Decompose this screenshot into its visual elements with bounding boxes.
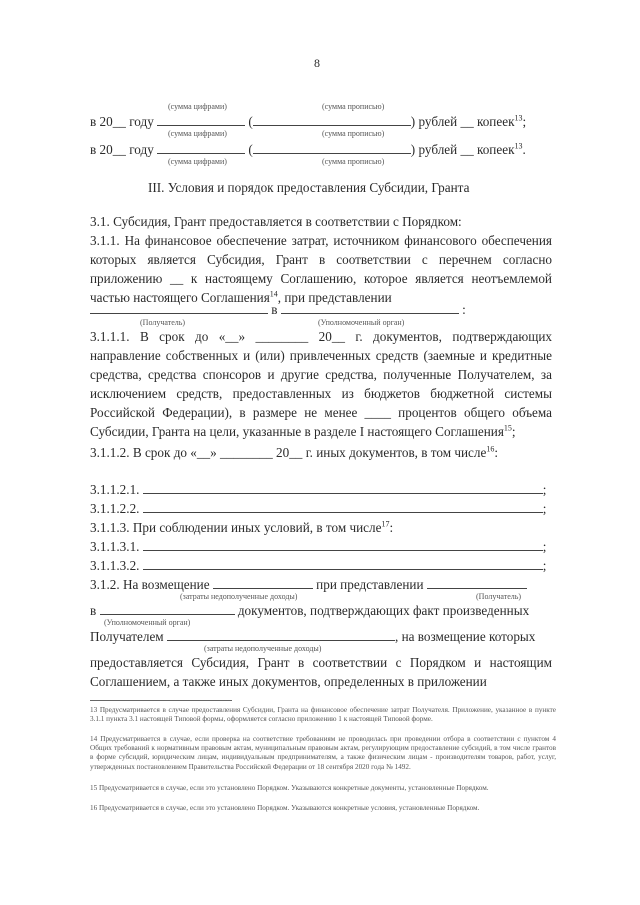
item-3-1-1-3-2: 3.1.1.3.2. ; <box>90 558 547 573</box>
item-3-1-1-2-2: 3.1.1.2.2. ; <box>90 501 547 516</box>
paragraph-3-1-2-c-rest: документов, подтверждающих факт произведенных <box>237 603 530 618</box>
footnote-13: 13 Предусматривается в случае предоставления Субсидии, Гранта на финансовое обеспечение затрат Получателя. Приложение, указанное в пункте 3.1.1 пункта 3.1 настоящей Типовой формы, оформляется согласно приложению 1 к настоящей Типовой форме. <box>90 706 556 724</box>
paragraph-3-1-1-tail: , при представлении <box>277 290 392 305</box>
paragraph-3-1-1 <box>90 231 552 307</box>
page-number: 8 <box>314 56 320 70</box>
amount-row-2-suffix: ) рублей __ копеек <box>410 142 515 157</box>
caption-sum-digits: (сумма цифрами) <box>168 157 227 166</box>
paragraph-3-1-2-d-b: , на возмещение которых <box>394 629 536 644</box>
item-number: 3.1.1.3.2. <box>90 558 140 573</box>
footnote-ref: 13 <box>514 141 523 151</box>
caption-sum-digits: (сумма цифрами) <box>168 129 227 138</box>
amount-row-2-prefix: в 20__ году <box>90 142 154 157</box>
footnote-ref: 14 <box>269 289 278 299</box>
item-3-1-1-3-1: 3.1.1.3.1. ; <box>90 539 547 554</box>
paragraph-3-1-2-a: 3.1.2. На возмещение <box>90 577 210 592</box>
amount-words-blank <box>253 140 411 154</box>
costs-blank <box>213 575 313 589</box>
recipient-blank <box>427 575 527 589</box>
caption-sum-digits: (сумма цифрами) <box>168 102 227 111</box>
recipient-line <box>90 300 466 319</box>
paragraph-3-1-1-3: 3.1.1.3. При соблюдении иных условий, в том числе$^{17}$: <box>90 519 394 535</box>
amount-digits-blank <box>157 140 245 154</box>
paragraph-3-1-2-c-v: в <box>90 603 97 618</box>
costs-blank <box>167 627 395 641</box>
item-number: 3.1.1.2.1. <box>90 482 140 497</box>
caption-recipient: (Получатель) <box>140 318 186 327</box>
paragraph-3-1-1-3-text: 3.1.1.3. При соблюдении иных условий, в том числе <box>90 520 382 535</box>
recipient-blank <box>90 300 268 314</box>
footnote-ref: 16 <box>486 444 495 454</box>
paragraph-3-1-2 <box>90 575 527 594</box>
item-blank <box>143 537 543 551</box>
amount-row-1-end: ; <box>522 114 527 129</box>
amount-row-1-prefix: в 20__ году <box>90 114 154 129</box>
footnote-15: 15 Предусматривается в случае, если это установлено Порядком. Указываются конкретные документы, установленные Порядком. <box>90 784 489 792</box>
footnote-16: 16 Предусматривается в случае, если это установлено Порядком. Указываются конкретные условия, установленные Порядком. <box>90 804 480 812</box>
paragraph-3-1-1-text: 3.1.1. На финансовое обеспечение затрат, источником финансового обеспечения которых является Субсидия, Грант в соответствии с перечнем согласно приложению __ к настоящему Соглашению, которое является неотъемлемой частью настоящего Соглашения <box>90 233 552 305</box>
amount-words-blank <box>253 112 411 126</box>
paragraph-3-1-2-d-a: Получателем <box>90 629 164 644</box>
caption-costs: (затраты недополученные доходы) <box>180 592 298 601</box>
paragraph-3-1-1-1: 3.1.1.1. В срок до «__» ________ 20__ г. документов, подтверждающих направление собственных и (или) привлеченных средств (заемные и кредитные средства, средства спонсоров и другие средства, полученные Получателем, за исключением средств, предоставленных из бюджетов бюджетной системы Российской Федерации), в размере не менее ____ процентов общего объема Субсидии, Гранта на цели, указанные в разделе I настоящего Соглашения$^{15}$; <box>90 329 552 439</box>
paragraph-3-1-1-1-text: 3.1.1.1. В срок до «__» ________ 20__ г. документов, подтверждающих направление собственных и (или) привлеченных средств (заемные и кредитные средства, средства спонсоров и другие средства, полученные Получателем, за исключением средств, предоставленных из бюджетов бюджетной системы Российской Федерации), в размере не менее ____ процентов общего объема Субсидии, Гранта на цели, указанные в разделе I настоящего Соглашения <box>90 329 552 439</box>
authorized-body-blank <box>100 601 235 615</box>
paragraph-3-1-2-b: при представлении <box>316 577 424 592</box>
amount-row-2-end: . <box>522 142 526 157</box>
caption-recipient: (Получатель) <box>476 592 522 601</box>
paragraph-3-1-1-2-text: 3.1.1.2. В срок до «__» ________ 20__ г. иных документов, в том числе <box>90 445 487 460</box>
amount-row-1 <box>90 112 526 131</box>
caption-sum-words: (сумма прописью) <box>322 102 385 111</box>
paragraph-3-1: 3.1. Субсидия, Грант предоставляется в соответствии с Порядком: <box>90 214 462 229</box>
item-blank <box>143 480 543 494</box>
footnote-separator <box>90 700 232 701</box>
caption-costs: (затраты недополученные доходы) <box>204 644 322 653</box>
item-blank <box>143 499 543 513</box>
section-heading: III. Условия и порядок предоставления Субсидии, Гранта <box>148 180 470 195</box>
footnote-ref: 13 <box>514 113 523 123</box>
footnote-14: 14 Предусматривается в случае, если проверка на соответствие требованиям не проводилась при проведении отбора в соответствии с пунктом 4 Общих требований к нормативным правовым актам, муниципальным правовым актам, регулирующим предоставление субсидий, в том числе грантов в форме субсидий, юридическим лицам, индивидуальным предпринимателям, а также физическим лицам - производителям товаров, работ, услуг, утвержденных постановлением Правительства Российской Федерации от 18 сентября 2020 года № 1492. <box>90 735 556 771</box>
paragraph-3-1-1-2: 3.1.1.2. В срок до «__» ________ 20__ г. иных документов, в том числе$^{16}$: <box>90 444 499 460</box>
caption-sum-words: (сумма прописью) <box>322 157 385 166</box>
caption-sum-words: (сумма прописью) <box>322 129 385 138</box>
authorized-body-blank <box>281 300 459 314</box>
amount-digits-blank <box>157 112 245 126</box>
item-number: 3.1.1.3.1. <box>90 539 140 554</box>
item-number: 3.1.1.2.2. <box>90 501 140 516</box>
amount-row-2 <box>90 140 526 159</box>
item-blank <box>143 556 543 570</box>
caption-authorized-body: (Уполномоченный орган) <box>318 318 405 327</box>
amount-row-1-paren: ( <box>248 114 253 129</box>
item-3-1-1-2-1: 3.1.1.2.1. ; <box>90 482 547 497</box>
footnote-ref: 15 <box>503 423 512 433</box>
amount-row-2-paren: ( <box>248 142 253 157</box>
paragraph-3-1-2-e: предоставляется Субсидия, Грант в соответствии с Порядком и настоящим Соглашением, а также иных документов, определенных в приложении <box>90 655 552 689</box>
caption-authorized-body: (Уполномоченный орган) <box>104 618 191 627</box>
amount-row-1-suffix: ) рублей __ копеек <box>410 114 515 129</box>
recipient-colon: : <box>462 302 466 317</box>
recipient-in: в <box>271 302 278 317</box>
footnote-ref: 17 <box>381 519 390 529</box>
